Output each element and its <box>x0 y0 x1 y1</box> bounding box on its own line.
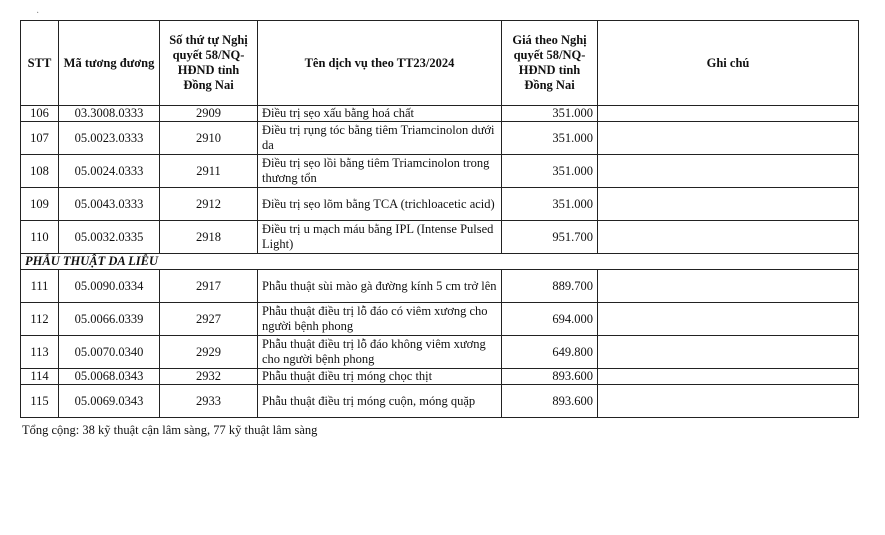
cell-resolution-no: 2927 <box>160 303 258 336</box>
cell-price: 351.000 <box>502 188 598 221</box>
cell-service-name: Phẫu thuật điều trị lỗ đáo có viêm xương cho người bệnh phong <box>258 303 502 336</box>
table-row <box>21 369 859 385</box>
table-row <box>21 106 859 122</box>
cell-price: 893.600 <box>502 385 598 418</box>
table-header-row <box>21 21 859 106</box>
table-row <box>21 270 859 303</box>
cell-service-name: Phẫu thuật điều trị móng chọc thịt <box>258 369 502 385</box>
cell-stt: 113 <box>21 336 59 369</box>
cell-stt: 115 <box>21 385 59 418</box>
cell-resolution-no: 2918 <box>160 221 258 254</box>
scan-mark: · <box>36 8 40 19</box>
cell-price: 351.000 <box>502 155 598 188</box>
cell-price: 351.000 <box>502 122 598 155</box>
cell-note <box>598 385 859 418</box>
table-section <box>21 254 859 270</box>
table-body-treatments <box>21 106 859 254</box>
header-code: Mã tương đương <box>59 21 160 106</box>
cell-stt: 111 <box>21 270 59 303</box>
cell-service-name: Phẫu thuật điều trị móng cuộn, móng quặp <box>258 385 502 418</box>
cell-resolution-no: 2933 <box>160 385 258 418</box>
header-note: Ghi chú <box>598 21 859 106</box>
cell-price: 951.700 <box>502 221 598 254</box>
cell-note <box>598 155 859 188</box>
cell-note <box>598 106 859 122</box>
cell-stt: 112 <box>21 303 59 336</box>
cell-service-name: Phẫu thuật sùi mào gà đường kính 5 cm trở lên <box>258 270 502 303</box>
cell-code: 05.0023.0333 <box>59 122 160 155</box>
cell-code: 05.0032.0335 <box>59 221 160 254</box>
table-row <box>21 155 859 188</box>
cell-service-name: Điều trị rụng tóc bằng tiêm Triamcinolon dưới da <box>258 122 502 155</box>
table-row <box>21 303 859 336</box>
cell-note <box>598 303 859 336</box>
cell-resolution-no: 2917 <box>160 270 258 303</box>
header-service-name: Tên dịch vụ theo TT23/2024 <box>258 21 502 106</box>
cell-stt: 107 <box>21 122 59 155</box>
cell-service-name: Điều trị u mạch máu bằng IPL (Intense Pulsed Light) <box>258 221 502 254</box>
table-row <box>21 188 859 221</box>
cell-stt: 108 <box>21 155 59 188</box>
cell-service-name: Điều trị sẹo lồi bằng tiêm Triamcinolon trong thương tổn <box>258 155 502 188</box>
table-row <box>21 336 859 369</box>
cell-resolution-no: 2911 <box>160 155 258 188</box>
cell-price: 889.700 <box>502 270 598 303</box>
cell-stt: 114 <box>21 369 59 385</box>
cell-price: 351.000 <box>502 106 598 122</box>
cell-note <box>598 369 859 385</box>
services-table <box>20 20 859 418</box>
cell-resolution-no: 2932 <box>160 369 258 385</box>
cell-resolution-no: 2910 <box>160 122 258 155</box>
cell-code: 05.0090.0334 <box>59 270 160 303</box>
cell-service-name: Điều trị sẹo lõm bằng TCA (trichloacetic acid) <box>258 188 502 221</box>
cell-resolution-no: 2909 <box>160 106 258 122</box>
cell-note <box>598 270 859 303</box>
cell-resolution-no: 2929 <box>160 336 258 369</box>
table-body-surgery <box>21 270 859 418</box>
table-row <box>21 385 859 418</box>
header-price: Giá theo Nghị quyết 58/NQ-HĐND tỉnh Đồng Nai <box>502 21 598 106</box>
cell-code: 05.0043.0333 <box>59 188 160 221</box>
header-resolution-no: Số thứ tự Nghị quyết 58/NQ-HĐND tỉnh Đồng Nai <box>160 21 258 106</box>
cell-code: 05.0066.0339 <box>59 303 160 336</box>
table-row <box>21 221 859 254</box>
cell-note <box>598 188 859 221</box>
table-row <box>21 122 859 155</box>
cell-code: 05.0070.0340 <box>59 336 160 369</box>
cell-price: 694.000 <box>502 303 598 336</box>
cell-code: 05.0068.0343 <box>59 369 160 385</box>
cell-price: 893.600 <box>502 369 598 385</box>
cell-note <box>598 122 859 155</box>
cell-note <box>598 221 859 254</box>
section-title: PHẪU THUẬT DA LIỄU <box>21 254 859 270</box>
cell-stt: 110 <box>21 221 59 254</box>
cell-code: 05.0024.0333 <box>59 155 160 188</box>
cell-stt: 109 <box>21 188 59 221</box>
footer-total: Tổng cộng: 38 kỹ thuật cận lâm sàng, 77 kỹ thuật lâm sàng <box>22 423 318 437</box>
cell-service-name: Điều trị sẹo xấu bằng hoá chất <box>258 106 502 122</box>
section-row <box>21 254 859 270</box>
cell-note <box>598 336 859 369</box>
header-stt: STT <box>21 21 59 106</box>
cell-price: 649.800 <box>502 336 598 369</box>
cell-resolution-no: 2912 <box>160 188 258 221</box>
cell-code: 05.0069.0343 <box>59 385 160 418</box>
cell-stt: 106 <box>21 106 59 122</box>
cell-code: 03.3008.0333 <box>59 106 160 122</box>
cell-service-name: Phẫu thuật điều trị lỗ đáo không viêm xương cho người bệnh phong <box>258 336 502 369</box>
